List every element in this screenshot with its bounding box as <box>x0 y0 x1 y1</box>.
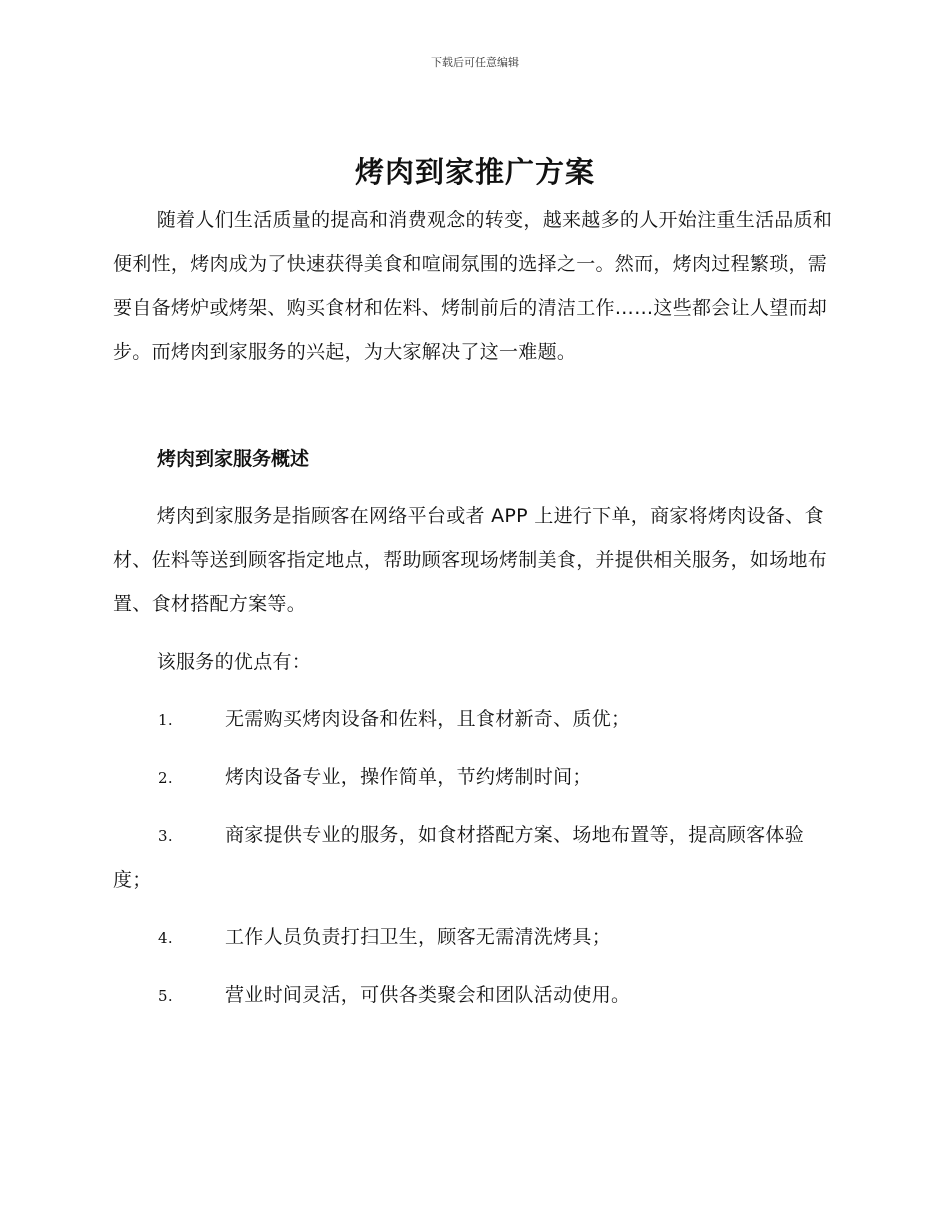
intro-paragraph: 随着人们生活质量的提高和消费观念的转变，越来越多的人开始注重生活品质和便利性，烤肉成为了快速获得美食和喧闹氛围的选择之一。然而，烤肉过程繁琐，需要自备烤炉或烤架、购买食材和佐料、烤制前后的清洁工作……这些都会让人望而却步。而烤肉到家服务的兴起，为大家解决了这一难题。 <box>113 209 833 363</box>
list-item <box>113 973 835 1018</box>
list-item <box>113 755 835 800</box>
header-note: 下载后可任意编辑 <box>431 56 519 69</box>
list-item-number: 1. <box>158 711 173 729</box>
list-item-text: 营业时间灵活，可供各类聚会和团队活动使用。 <box>225 984 631 1006</box>
list-item-text: 烤肉设备专业，操作简单，节约烤制时间； <box>225 766 592 788</box>
list-item-text: 无需购买烤肉设备和佐料，且食材新奇、质优； <box>225 708 631 730</box>
list-item <box>113 697 835 742</box>
list-item-number: 4. <box>158 929 173 947</box>
list-item-text: 工作人员负责打扫卫生，顾客无需清洗烤具； <box>225 926 612 948</box>
list-item <box>113 915 835 960</box>
advantages-label: 该服务的优点有： <box>156 651 312 673</box>
overview-paragraph: 烤肉到家服务是指顾客在网络平台或者 APP 上进行下单，商家将烤肉设备、食材、佐料等送到顾客指定地点，帮助顾客现场烤制美食，并提供相关服务，如场地布置、食材搭配方案等。 <box>113 505 828 615</box>
list-item-number: 2. <box>158 769 173 787</box>
list-item-number: 5. <box>158 987 173 1005</box>
list-item <box>113 813 835 902</box>
list-item-text: 商家提供专业的服务，如食材搭配方案、场地布置等，提高顾客体验度； <box>113 824 805 891</box>
section-heading: 烤肉到家服务概述 <box>157 448 310 470</box>
document-title: 烤肉到家推广方案 <box>354 155 595 189</box>
list-item-number: 3. <box>158 827 173 845</box>
